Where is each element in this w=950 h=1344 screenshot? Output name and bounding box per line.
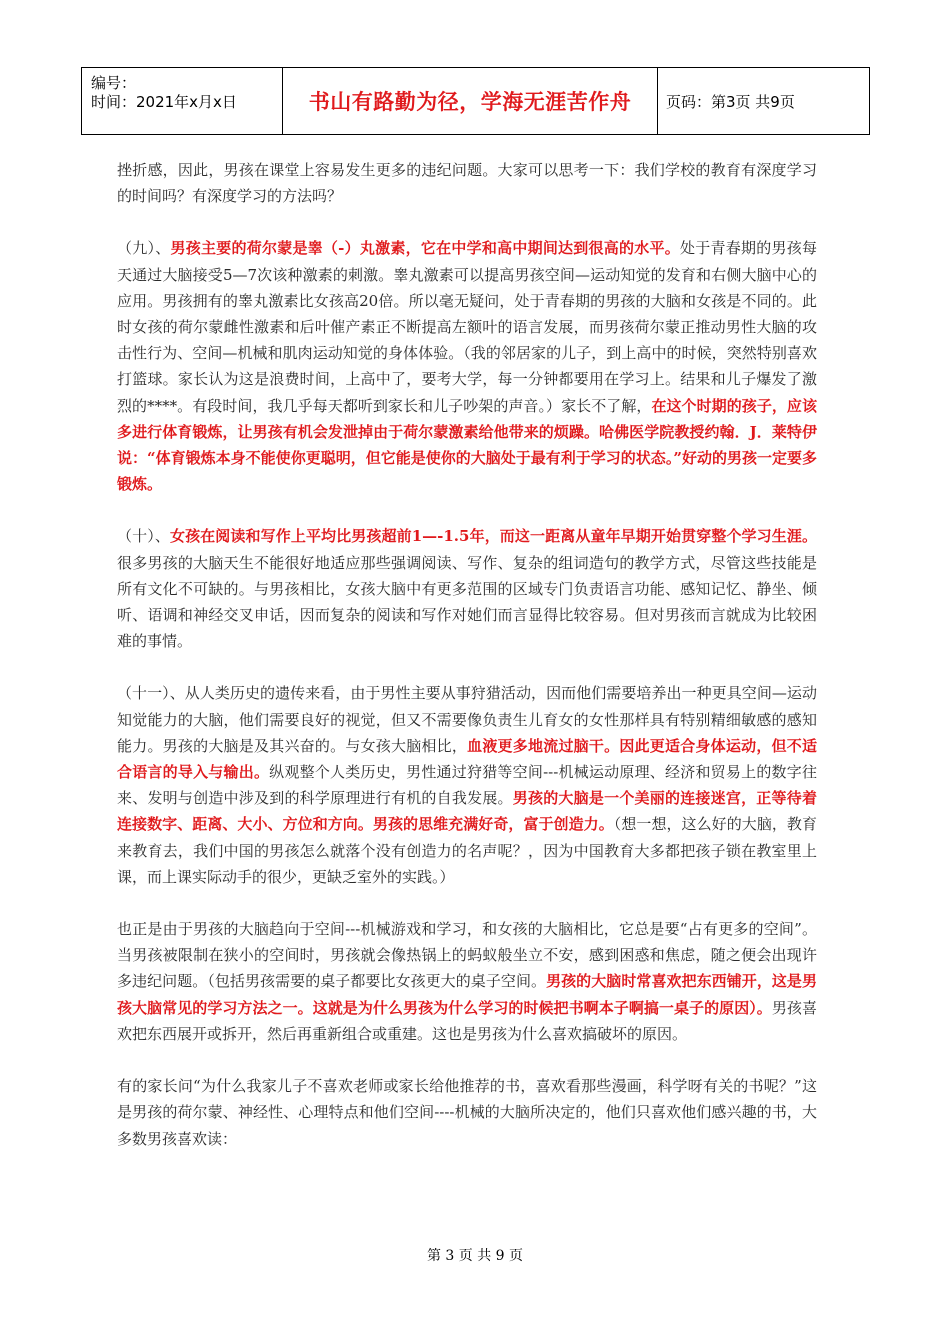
page-header <box>81 67 870 135</box>
emphasis-text: 血液更多地流过脑干。因此更适合身体运动，但不适合语言的导入与输出。 <box>117 736 817 782</box>
body-paragraph <box>117 680 817 890</box>
paragraph-text: （十一）、从人类历史的遗传来看，由于男性主要从事狩猎活动，因而他们需要培养出一种更具空间—运动知觉能力的大脑，他们需要良好的视觉，但又不需要像负责生儿育女的女性那样具有特别精细敏感的感知能力。男孩的大脑是及其兴奋的。与女孩大脑相比， <box>117 684 817 755</box>
body-paragraph <box>117 235 817 497</box>
paragraph-text: 纵观整个人类历史，男性通过狩猎等空间---机械运动原理、经济和贸易上的数字往来、发明与创造中涉及到的科学原理进行有机的自我发展。 <box>117 763 817 808</box>
header-meta <box>82 68 283 134</box>
paragraph-text: （九）、 <box>117 239 171 258</box>
emphasis-text: 男孩的大脑时常喜欢把东西铺开，这是男孩大脑常见的学习方法之一。这就是为什么男孩为什么学习的时候把书啊本子啊搞一桌子的原因）。 <box>117 972 817 1017</box>
paragraph-text: 挫折感，因此，男孩在课堂上容易发生更多的违纪问题。大家可以思考一下：我们学校的教育有深度学习的时间吗？有深度学习的方法吗？ <box>117 161 817 206</box>
document-number-label: 编号： <box>91 74 137 92</box>
body-paragraph <box>117 1073 817 1152</box>
document-body <box>117 157 817 1178</box>
paragraph-text: 有的家长问“为什么我家儿子不喜欢老师或家长给他推荐的书，喜欢看那些漫画，科学呀有关的书呢？”这是男孩的荷尔蒙、神经性、心理特点和他们空间----机械的大脑所决定的，他们只喜欢他们感兴趣的书，大多数男孩喜欢读： <box>117 1077 817 1148</box>
paragraph-text: 也正是由于男孩的大脑趋向于空间---机械游戏和学习，和女孩的大脑相比，它总是要“占有更多的空间”。当男孩被限制在狭小的空间时，男孩就会像热锅上的蚂蚁般坐立不安，感到困惑和焦虑，随之便会出现许多违纪问题。（包括男孩需要的桌子都要比女孩更大的桌子空间。 <box>117 920 817 991</box>
paragraph-text: 很多男孩的大脑天生不能很好地适应那些强调阅读、写作、复杂的组词造句的教学方式，尽管这些技能是所有文化不可缺的。与男孩相比，女孩大脑中有更多范围的区域专门负责语言功能、感知记忆、静坐、倾听、语调和神经交叉申话，因而复杂的阅读和写作对她们而言显得比较容易。但对男孩而言就成为比较困难的事情。 <box>117 553 817 651</box>
emphasis-text: 女孩在阅读和写作上平均比男孩超前1—-1.5年，而这一距离从童年早期开始贯穿整个学习生涯。 <box>169 527 817 546</box>
page-footer: 第 3 页 共 9 页 <box>426 1248 524 1264</box>
emphasis-text: 男孩主要的荷尔蒙是睾（-）丸激素，它在中学和高中期间达到很高的水平。 <box>170 239 681 258</box>
paragraph-text: （想一想，这么好的大脑，教育来教育去，我们中国的男孩怎么就落个没有创造力的名声呢？，因为中国教育大多都把孩子锁在教室里上课，而上课实际动手的很少，更缺乏室外的实践。） <box>117 815 817 886</box>
paragraph-text: 处于青春期的男孩每天通过大脑接受5—7次该种激素的刺激。睾丸激素可以提高男孩空间—运动知觉的发育和右侧大脑中心的应用。男孩拥有的睾丸激素比女孩高20倍。所以毫无疑问，处于青春期的男孩的大脑和女孩是不同的。此时女孩的荷尔蒙雌性激素和后叶催产素正不断提高左额叶的语言发展，而男孩荷尔蒙正推动男性大脑的攻击性行为、空间—机械和肌肉运动知觉的身体体验。（我的邻居家的儿子，到上高中的时候，突然特别喜欢打篮球。家长认为这是浪费时间，上高中了，要考大学，每一分钟都要用在学习上。结果和儿子爆发了激烈的****。有段时间，我几乎每天都听到家长和儿子吵架的声音。）家长不了解， <box>117 239 817 415</box>
document-date: 时间：2021年x月x日 <box>91 93 237 111</box>
paragraph-text: （十）、 <box>117 527 170 546</box>
paragraph-text: 男孩喜欢把东西展开或拆开，然后再重新组合或重建。这也是男孩为什么喜欢搞破坏的原因。 <box>117 998 817 1043</box>
body-paragraph <box>117 157 817 209</box>
emphasis-text: 在这个时期的孩子，应该多进行体育锻炼，让男孩有机会发泄掉由于荷尔蒙激素给他带来的烦躁。哈佛医学院教授约翰．J．莱特伊说：“体育锻炼本身不能使你更聪明，但它能是使你的大脑处于最有利于学习的状态。”好动的男孩一定要多锻炼。 <box>117 396 817 494</box>
header-motto: 书山有路勤为径，学海无涯苦作舟 <box>283 68 658 134</box>
header-page-info: 页码：第3页 共9页 <box>666 92 795 111</box>
emphasis-text: 男孩的大脑是一个美丽的连接迷宫，正等待着连接数字、距离、大小、方位和方向。男孩的思维充满好奇，富于创造力。 <box>117 789 817 834</box>
body-paragraph <box>117 523 817 654</box>
body-paragraph <box>117 916 817 1047</box>
